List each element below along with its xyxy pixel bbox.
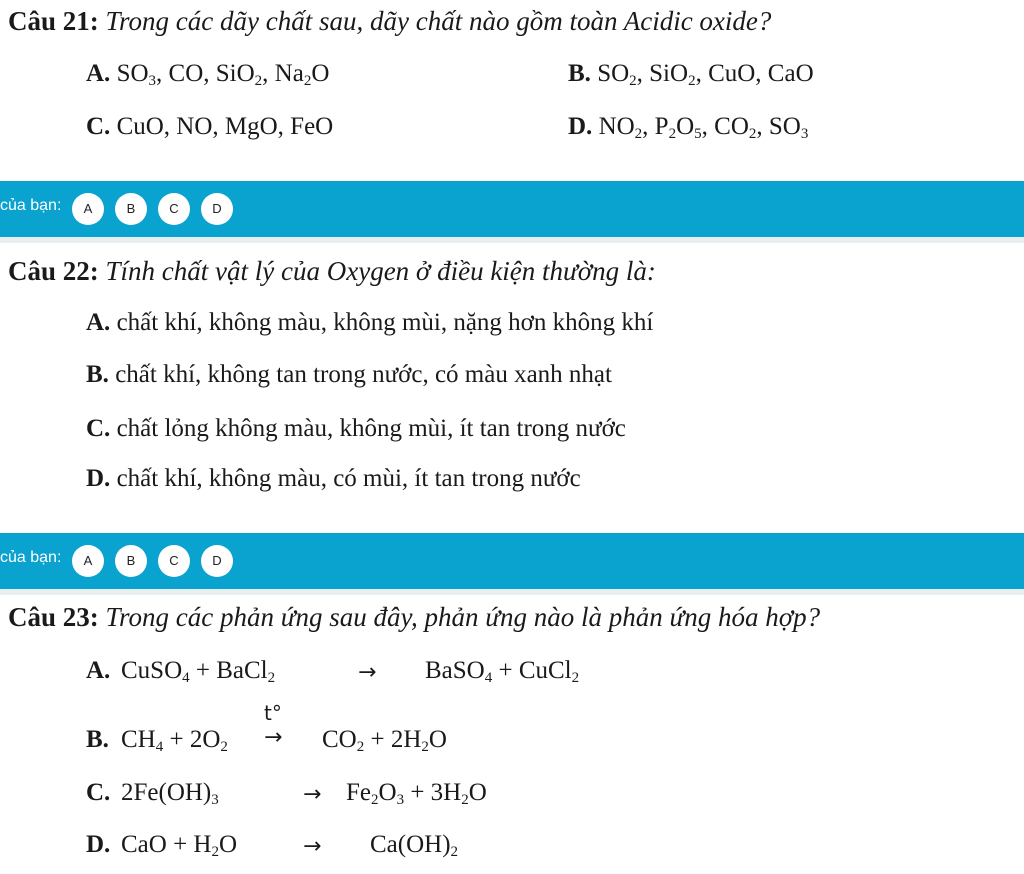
answer-choice-a[interactable]: A [72,545,104,577]
answer-choice-c[interactable]: C [158,193,190,225]
answer-bar-22 [0,533,1024,589]
reaction-arrow: → [303,834,322,859]
q22-option-c[interactable]: C. chất lỏng không màu, không mùi, ít tan trong nước [86,415,626,442]
q23-option-b-lhs: $CH_4 + 2O_2$ [121,726,228,755]
q23-option-c-lhs: $2Fe(OH)_3$ [121,779,219,808]
question-23-text: Trong các phản ứng sau đây, phản ứng nào là phản ứng hóa hợp? [105,602,821,632]
q23-option-a-rhs: BaSO$_4$ + CuCl$_2$ [425,657,580,686]
q23-option-b-rhs: $CO_2 + 2H_2O$ [322,726,447,755]
q21-option-d[interactable]: D. $NO_2$, $P_2O_5$, $CO_2$, $SO_3$ [568,113,809,142]
q23-option-b-letter[interactable]: B. [86,726,109,753]
question-21-label: Câu 21: [8,6,99,36]
answer-bar-label: của bạn: [0,197,62,214]
q23-option-d-rhs: $Ca(OH)_2$ [370,831,459,860]
question-21-title [8,6,771,37]
q23-option-a-letter[interactable]: A. [86,657,111,684]
bar-divider [0,237,1024,243]
answer-choice-b[interactable]: B [115,193,147,225]
answer-choice-d[interactable]: D [201,193,233,225]
question-23-label: Câu 23: [8,602,99,632]
q23-option-d-lhs: CaO + $H_2O$ [121,831,238,860]
question-23-title [8,602,820,633]
reaction-arrow: → [264,725,283,750]
answer-bar-21 [0,181,1024,237]
q21-option-a[interactable]: A. $SO_3$, CO, SiO$_2$, $Na_2O$ [86,60,330,89]
answer-bar-label: của bạn: [0,549,62,566]
bar-divider [0,589,1024,595]
q22-option-a[interactable]: A. chất khí, không màu, không mùi, nặng hơn không khí [86,309,654,336]
answer-choice-b[interactable]: B [115,545,147,577]
reaction-arrow: → [303,782,322,807]
question-21-text: Trong các dãy chất sau, dãy chất nào gồm toàn Acidic oxide? [105,6,772,36]
q22-option-b[interactable]: B. chất khí, không tan trong nước, có màu xanh nhạt [86,361,612,388]
question-22-text: Tính chất vật lý của Oxygen ở điều kiện thường là: [105,256,656,286]
q23-option-a-lhs: CuSO$_4$ + BaCl$_2$ [121,657,276,686]
q23-option-c-rhs: $Fe_2O_3 + 3H_2O$ [346,779,487,808]
q21-option-c[interactable]: C. CuO, NO, MgO, FeO [86,113,334,140]
answer-choice-c[interactable]: C [158,545,190,577]
question-22-title [8,256,656,287]
answer-choice-a[interactable]: A [72,193,104,225]
reaction-arrow: → [358,660,377,685]
q21-option-b[interactable]: B. $SO_2$, SiO$_2$, CuO, CaO [568,60,814,89]
q22-option-d[interactable]: D. chất khí, không màu, có mùi, ít tan trong nước [86,465,581,492]
question-22-label: Câu 22: [8,256,99,286]
q23-option-c-letter[interactable]: C. [86,779,111,806]
reaction-condition: t° [264,701,282,725]
answer-choice-d[interactable]: D [201,545,233,577]
q23-option-d-letter[interactable]: D. [86,831,111,858]
